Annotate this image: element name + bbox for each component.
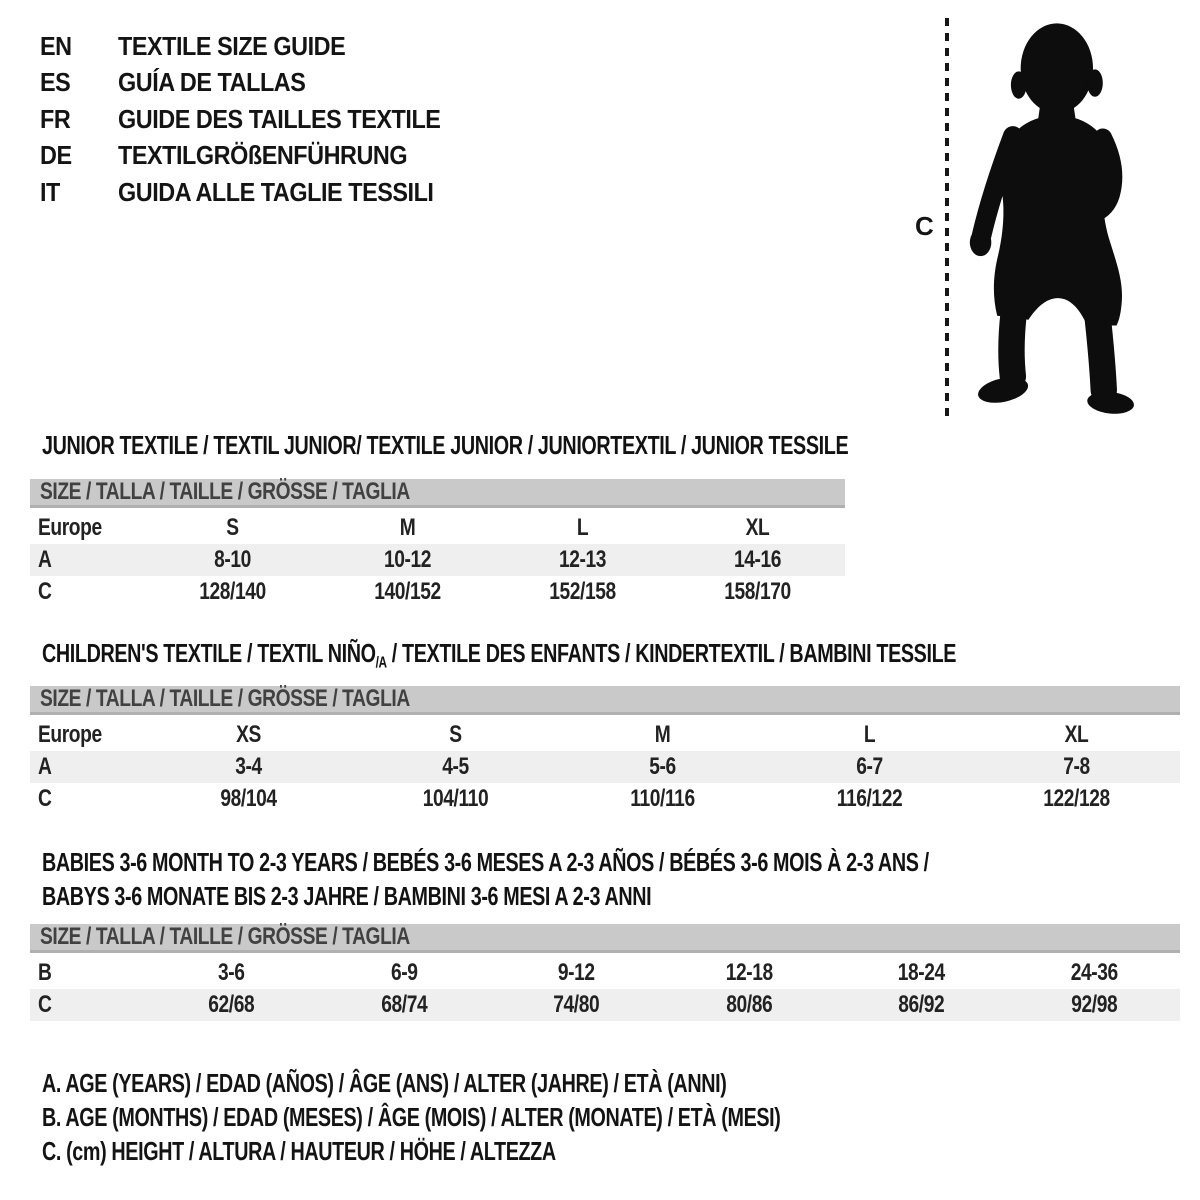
size-value-cell: 104/110: [422, 785, 489, 812]
language-code: IT: [40, 176, 60, 207]
size-header-text: SIZE / TALLA / TAILLE / GRÖSSE / TAGLIA: [40, 685, 410, 712]
height-measure-label: C: [915, 211, 934, 241]
size-value-cell: 12-18: [725, 959, 773, 986]
children-section-title: [42, 638, 1200, 672]
size-value-cell: 158/170: [724, 578, 791, 605]
size-value-cell: 6-9: [390, 959, 418, 986]
guide-title-en: TEXTILE SIZE GUIDE: [118, 30, 346, 61]
row-label: C: [38, 785, 52, 812]
row-label: A: [38, 546, 52, 573]
size-header-text: SIZE / TALLA / TAILLE / GRÖSSE / TAGLIA: [40, 923, 410, 950]
table-row-a: [30, 751, 1180, 783]
size-value-cell: 68/74: [380, 991, 427, 1018]
table-row-europe: [30, 719, 1180, 751]
note-height-cm-text: C. (cm) HEIGHT / ALTURA / HAUTEUR / HÖHE / ALTEZZA: [42, 1136, 556, 1166]
size-header-bar: [30, 924, 1180, 953]
language-code: FR: [40, 103, 71, 134]
size-value-cell: 4-5: [442, 753, 469, 780]
children-title-pre: CHILDREN'S TEXTILE / TEXTIL NIÑO: [42, 638, 376, 668]
table-row-a: [30, 544, 845, 576]
table-row-c: [30, 989, 1180, 1021]
note-height-cm: [42, 1134, 1014, 1168]
language-row-en: [40, 28, 476, 65]
size-value-cell: M: [654, 721, 671, 748]
language-row-de: [40, 138, 476, 175]
guide-title-fr: GUIDE DES TAILLES TEXTILE: [118, 103, 441, 134]
junior-size-table: [30, 479, 845, 608]
language-row-fr: [40, 101, 476, 138]
guide-title-es: GUÍA DE TALLAS: [118, 67, 306, 98]
size-value-cell: S: [449, 721, 462, 748]
size-value-cell: 24-36: [1070, 959, 1118, 986]
children-section-title-text: [42, 638, 956, 678]
size-value-cell: 3-6: [217, 959, 245, 986]
size-value-cell: 3-4: [235, 753, 262, 780]
size-value-cell: XS: [236, 721, 261, 748]
size-value-cell: M: [399, 514, 416, 541]
size-value-cell: 74/80: [553, 991, 600, 1018]
size-value-cell: 7-8: [1063, 753, 1090, 780]
toddler-silhouette-icon: [962, 16, 1138, 420]
size-value-cell: XL: [1064, 721, 1089, 748]
size-value-cell: L: [576, 514, 589, 541]
language-code: EN: [40, 30, 72, 61]
children-size-table: [30, 686, 1180, 815]
size-value-cell: 10-12: [383, 546, 432, 573]
size-value-cell: 92/98: [1070, 991, 1117, 1018]
babies-table-rows: [30, 957, 1180, 1021]
babies-size-table: [30, 924, 1180, 1021]
language-code: DE: [40, 140, 72, 171]
babies-title-line2: BABYS 3-6 MONATE BIS 2-3 JAHRE / BAMBINI 3-6 MESI A 2-3 ANNI: [42, 881, 652, 911]
guide-title-de: TEXTILGRÖßENFÜHRUNG: [118, 140, 408, 171]
size-value-cell: 9-12: [557, 959, 595, 986]
language-code: ES: [40, 67, 71, 98]
size-header-bar: [30, 479, 845, 508]
row-label: B: [38, 959, 52, 986]
size-header-text: SIZE / TALLA / TAILLE / GRÖSSE / TAGLIA: [40, 478, 410, 505]
junior-section-title: [42, 430, 1103, 460]
note-age-months: [42, 1100, 1014, 1134]
size-value-cell: S: [226, 514, 239, 541]
table-row-c: [30, 783, 1180, 815]
note-age-years-text: A. AGE (YEARS) / EDAD (AÑOS) / ÂGE (ANS) / ALTER (JAHRE) / ETÀ (ANNI): [42, 1068, 727, 1098]
legend-notes: [42, 1066, 1014, 1168]
row-label: A: [38, 753, 52, 780]
size-value-cell: 18-24: [897, 959, 945, 986]
table-row-b: [30, 957, 1180, 989]
size-value-cell: 122/128: [1043, 785, 1110, 812]
language-row-it: [40, 174, 476, 211]
children-title-post: / TEXTILE DES ENFANTS / KINDERTEXTIL / BAMBINI TESSILE: [386, 638, 957, 668]
babies-title-line1: BABIES 3-6 MONTH TO 2-3 YEARS / BEBÉS 3-6 MESES A 2-3 AÑOS / BÉBÉS 3-6 MOIS À 2-3 ANS /: [42, 847, 929, 877]
size-value-cell: 116/122: [836, 785, 903, 812]
size-value-cell: 8-10: [214, 546, 251, 573]
note-age-years: [42, 1066, 1014, 1100]
junior-section-title-text: JUNIOR TEXTILE / TEXTIL JUNIOR/ TEXTILE JUNIOR / JUNIORTEXTIL / JUNIOR TESSILE: [42, 430, 849, 460]
size-value-cell: 12-13: [558, 546, 607, 573]
language-row-es: [40, 65, 476, 102]
size-value-cell: 152/158: [549, 578, 616, 605]
language-title-block: [40, 28, 476, 211]
size-value-cell: L: [863, 721, 876, 748]
row-label: Europe: [38, 721, 102, 748]
size-value-cell: 128/140: [199, 578, 266, 605]
size-value-cell: 86/92: [898, 991, 945, 1018]
table-row-europe: [30, 512, 845, 544]
size-value-cell: 6-7: [856, 753, 883, 780]
babies-section-title: [42, 845, 1200, 913]
junior-table-rows: [30, 512, 845, 608]
size-value-cell: XL: [745, 514, 770, 541]
row-label: C: [38, 991, 52, 1018]
size-value-cell: 5-6: [649, 753, 676, 780]
note-age-months-text: B. AGE (MONTHS) / EDAD (MESES) / ÂGE (MOIS) / ALTER (MONATE) / ETÀ (MESI): [42, 1102, 781, 1132]
children-title-subscript: /A: [375, 654, 387, 672]
row-label: Europe: [38, 514, 102, 541]
table-row-c: [30, 576, 845, 608]
size-value-cell: 80/86: [725, 991, 772, 1018]
row-label: C: [38, 578, 52, 605]
size-value-cell: 62/68: [208, 991, 255, 1018]
height-measure-dashed-line: [945, 18, 949, 418]
guide-title-it: GUIDA ALLE TAGLIE TESSILI: [118, 176, 434, 207]
size-value-cell: 110/116: [630, 785, 695, 812]
size-value-cell: 98/104: [220, 785, 277, 812]
size-value-cell: 14-16: [733, 546, 782, 573]
children-table-rows: [30, 719, 1180, 815]
size-value-cell: 140/152: [374, 578, 441, 605]
size-header-bar: [30, 686, 1180, 715]
